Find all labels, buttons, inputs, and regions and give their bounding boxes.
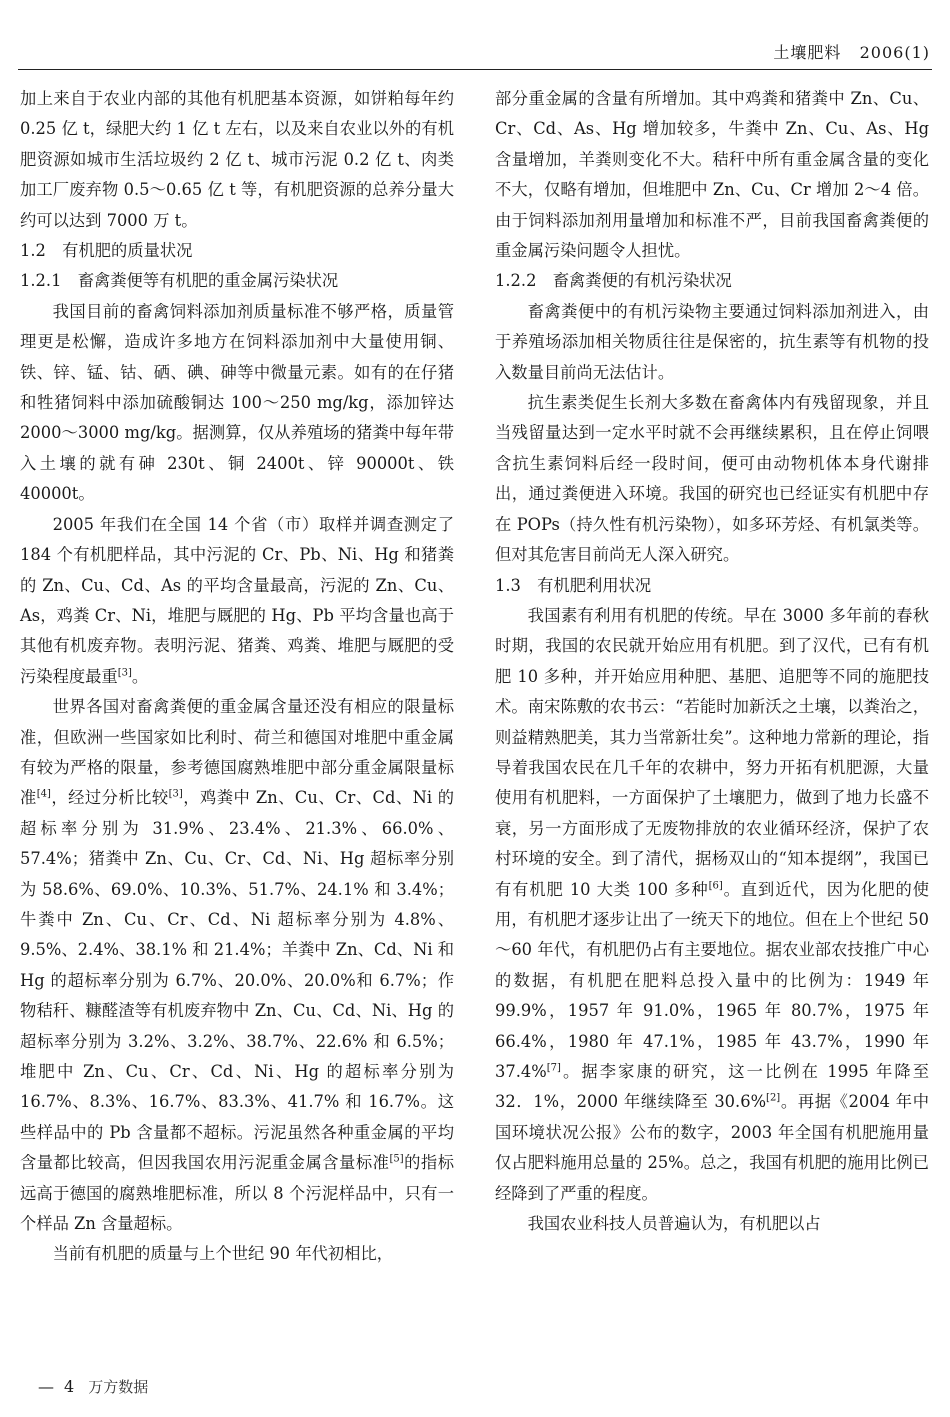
page-number: 4 bbox=[64, 1377, 75, 1396]
section-heading-1-3: 1.3 有机肥利用状况 bbox=[495, 575, 652, 595]
paragraph bbox=[495, 1209, 929, 1239]
section-heading-1-2: 1.2 有机肥的质量状况 bbox=[20, 241, 193, 261]
footer-dash: — bbox=[38, 1377, 54, 1396]
paragraph-text: 。直到近代，因为化肥的使用，有机肥才逐步让出了一统天下的地位。但在上个世纪 50～60 年代，有机肥仍占有主要地位。据农业部农技推广中心的数据，有机肥在肥料总投入量中的比例为：1949 年 99.9%，1957 年 91.0%，1965 年 80.7%，1975 年 66.4%，1980 年 47.1%，1985 年 43.7%，1990 年 37.4% bbox=[495, 879, 929, 1081]
citation-ref: [4] bbox=[36, 788, 51, 800]
right-column bbox=[495, 84, 929, 1239]
paragraph-text: 当前有机肥的质量与上个世纪 90 年代初相比， bbox=[52, 1244, 394, 1264]
paragraph bbox=[495, 601, 929, 1209]
paragraph-text: 。 bbox=[131, 666, 149, 686]
citation-ref: [5] bbox=[389, 1153, 404, 1165]
paragraph-text: ，经过分析比较 bbox=[50, 788, 169, 808]
paragraph bbox=[495, 297, 929, 388]
paragraph-text: ，鸡粪中 Zn、Cu、Cr、Cd、Ni 的超标率分别为 31.9%、23.4%、21.3%、66.0%、57.4%；猪粪中 Zn、Cu、Cr、Cd、Ni、Hg 超标率分别为 58.6%、69.0%、10.3%、51.7%、24.1% 和 3.4%；牛粪中 Zn、Cu、Cr、Cd、Ni 超标率分别为 4.8%、9.5%、2.4%、38.1% 和 21.4%；羊粪中 Zn、Cd、Ni 和 Hg 的超标率分别为 6.7%、20.0%、20.0%和 6.7%；作物秸秆、糠醛渣等有机废弃物中 Zn、Cu、Cd、Ni、Hg 的超标率分别为 3.2%、3.2%、38.7%、22.6% 和 6.5%；堆肥中 Zn、Cu、Cr、Cd、Ni、Hg 的超标率分别为 16.7%、8.3%、16.7%、83.3%、41.7% 和 16.7%。这些样品中的 Pb 含量都不超标。污泥虽然各种重金属的平均含量都比较高，但因我国农用污泥重金属含量标准 bbox=[20, 788, 454, 1173]
left-column bbox=[20, 84, 454, 1270]
paragraph-text: 加上来自于农业内部的其他有机肥基本资源，如饼粕每年约 0.25 亿 t，绿肥大约 1 亿 t 左右，以及来自农业以外的有机肥资源如城市生活垃圾约 2 亿 t、城市污泥 0.2 亿 t、肉类加工厂废弃物 0.5～0.65 亿 t 等，有机肥资源的总养分量大约可以达到 7000 万 t。 bbox=[20, 89, 454, 230]
paragraph-text: 世界各国对畜禽粪便的重金属含量还没有相应的限量标准，但欧洲一些国家如比利时、荷兰和德国对堆肥中重金属有较为严格的限量，参考德国腐熟堆肥中部分重金属限量标准 bbox=[20, 697, 454, 808]
paragraph-text: 2005 年我们在全国 14 个省（市）取样并调查测定了 184 个有机肥样品，其中污泥的 Cr、Pb、Ni、Hg 和猪粪的 Zn、Cu、Cd、As 的平均含量最高，污泥的 Zn、Cu、As，鸡粪 Cr、Ni，堆肥与厩肥的 Hg、Pb 平均含量也高于其他有机废弃物。表明污泥、猪粪、鸡粪、堆肥与厩肥的受污染程度最重 bbox=[20, 514, 454, 686]
paragraph bbox=[20, 1239, 454, 1269]
journal-name: 土壤肥料 bbox=[773, 43, 842, 62]
issue-number: 2006(1) bbox=[859, 43, 930, 62]
running-header bbox=[20, 40, 930, 63]
paragraph-text: 我国素有利用有机肥的传统。早在 3000 多年前的春秋时期，我国的农民就开始应用有机肥。到了汉代，已有有机肥 10 多种，并开始应用种肥、基肥、追肥等不同的施肥技术。南宋陈敷的农书云：“若能时加新沃之土壤，以粪治之，则益精熟肥美，其力当常新壮矣”。这种地力常新的理论，指导着我国农民在几千年的农耕中，努力开拓有机肥源，大量使用有机肥料，一方面保护了土壤肥力，做到了地力长盛不衰，另一方面形成了无废物排放的农业循环经济，保护了农村环境的安全。到了清代，据杨双山的“知本提纲”，我国已有有机肥 10 大类 100 多种 bbox=[495, 605, 929, 899]
paragraph bbox=[20, 692, 454, 1239]
paragraph-text: 部分重金属的含量有所增加。其中鸡粪和猪粪中 Zn、Cu、Cr、Cd、As、Hg 增加较多，牛粪中 Zn、Cu、As、Hg 含量增加，羊粪则变化不大。秸秆中所有重金属含量的变化不大，仅略有增加，但堆肥中 Zn、Cu、Cr 增加 2～4 倍。由于饲料添加剂用量增加和标准不严，目前我国畜禽粪便的重金属污染问题令人担忧。 bbox=[495, 89, 929, 261]
paragraph-text: 畜禽粪便中的有机污染物主要通过饲料添加剂进入，由于养殖场添加相关物质往往是保密的，抗生素等有机物的投入数量目前尚无法估计。 bbox=[495, 301, 929, 382]
citation-ref: [7] bbox=[546, 1062, 561, 1074]
section-heading-1-2-1: 1.2.1 畜禽粪便等有机肥的重金属污染状况 bbox=[20, 271, 339, 291]
paragraph bbox=[20, 297, 454, 510]
citation-ref: [3] bbox=[168, 788, 183, 800]
paragraph-text: 我国目前的畜禽饲料添加剂质量标准不够严格，质量管理更是松懈，造成许多地方在饲料添加剂中大量使用铜、铁、锌、锰、钴、硒、碘、砷等中微量元素。如有的在仔猪和牲猪饲料中添加硫酸铜达 100～250 mg/kg，添加锌达 2000～3000 mg/kg。据测算，仅从养殖场的猪粪中每年带入土壤的就有砷 230t、铜 2400t、锌 90000t、铁 40000t。 bbox=[20, 301, 454, 504]
paragraph bbox=[20, 84, 454, 236]
paragraph bbox=[495, 388, 929, 570]
citation-ref: [6] bbox=[708, 880, 723, 892]
header-divider bbox=[18, 69, 932, 70]
citation-ref: [2] bbox=[766, 1092, 781, 1104]
section-heading-1-2-2: 1.2.2 畜禽粪便的有机污染状况 bbox=[495, 271, 732, 291]
page-footer bbox=[38, 1372, 148, 1402]
paragraph-text: 。据李家康的研究，这一比例在 1995 年降至 32．1%，2000 年继续降至 30.6% bbox=[495, 1062, 929, 1112]
paragraph-text: 的指标远高于德国的腐熟堆肥标准，所以 8 个污泥样品中，只有一个样品 Zn 含量超标。 bbox=[20, 1153, 454, 1234]
paragraph-text: 。再据《2004 年中国环境状况公报》公布的数字，2003 年全国有机肥施用量仅占肥料施用总量的 25%。总之，我国有机肥的施用比例已经降到了严重的程度。 bbox=[495, 1092, 929, 1203]
paragraph bbox=[495, 84, 929, 266]
watermark-text: 万方数据 bbox=[88, 1378, 149, 1396]
citation-ref: [3] bbox=[117, 667, 132, 679]
paragraph-text: 抗生素类促生长剂大多数在畜禽体内有残留现象，并且当残留量达到一定水平时就不会再继续累积，且在停止饲喂含抗生素饲料后经一段时间，便可由动物机体本身代谢排出，通过粪便进入环境。我国的研究也已经证实有机肥中存在 POPs（持久性有机污染物），如多环芳烃、有机氯类等。但对其危害目前尚无人深入研究。 bbox=[495, 393, 929, 565]
paragraph bbox=[20, 510, 454, 692]
paragraph-text: 我国农业科技人员普遍认为，有机肥以占 bbox=[527, 1214, 821, 1234]
